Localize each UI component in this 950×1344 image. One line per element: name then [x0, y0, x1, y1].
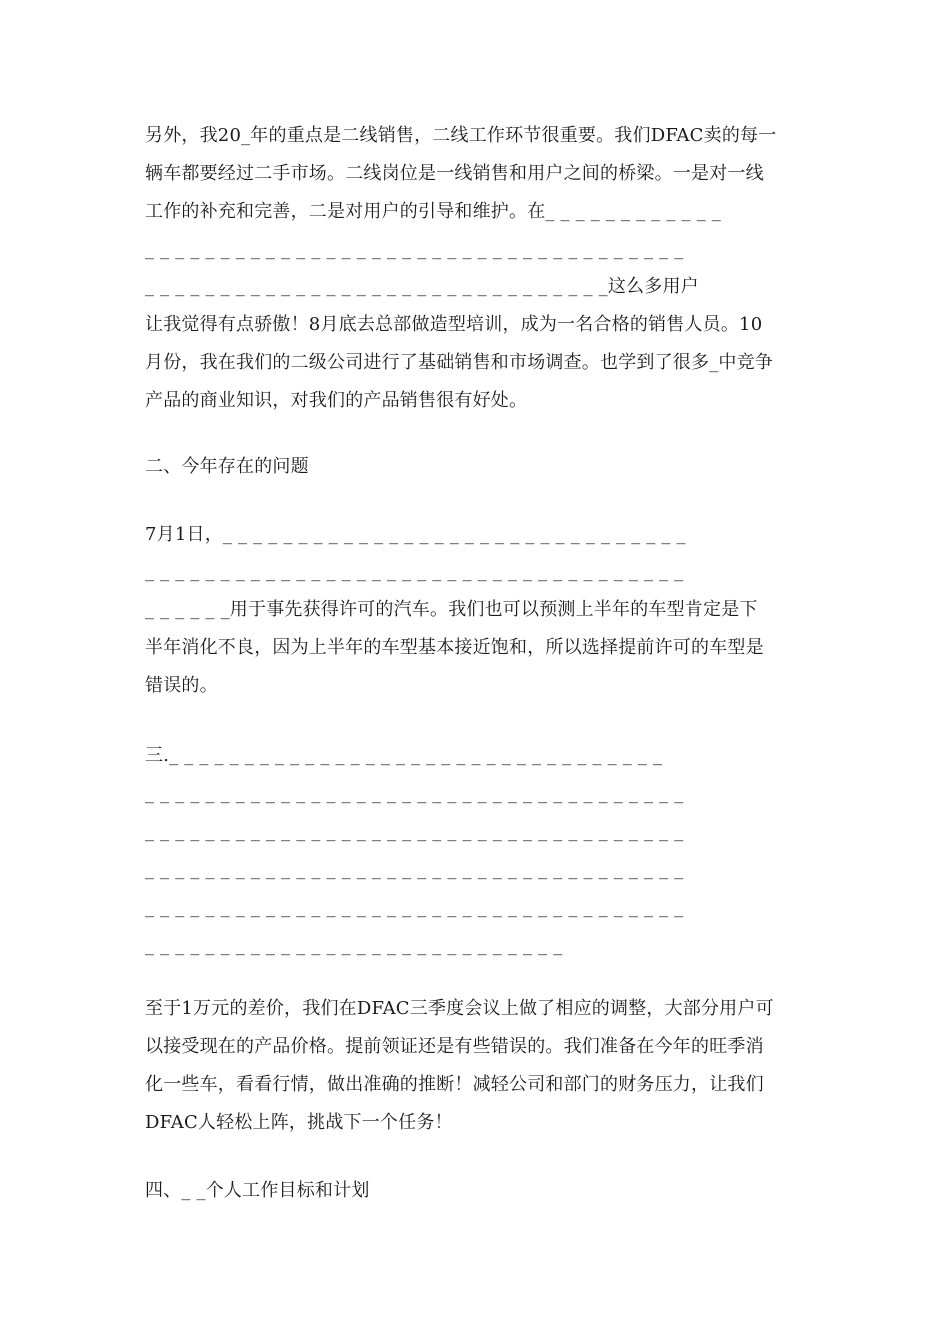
paragraph-line: 至于1万元的差价，我们在DFAC三季度会议上做了相应的调整，大部分用户可	[145, 998, 774, 1019]
section-heading: 二、今年存在的问题	[145, 456, 309, 477]
paragraph-line: 月份，我在我们的二级公司进行了基础销售和市场调查。也学到了很多_中竞争	[145, 352, 773, 373]
paragraph-line: _ _ _ _ _ _ _ _ _ _ _ _ _ _ _ _ _ _ _ _ _ _ _ _ _ _ _ _ _ _ _这么多用户	[145, 276, 699, 297]
blank-line: _ _ _ _ _ _ _ _ _ _ _ _ _ _ _ _ _ _ _ _ _ _ _ _ _ _ _ _ _ _ _ _ _ _ _ _	[145, 859, 684, 880]
paragraph-line: 7月1日，_ _ _ _ _ _ _ _ _ _ _ _ _ _ _ _ _ _ _ _ _ _ _ _ _ _ _ _ _ _ _	[145, 524, 686, 545]
paragraph-line: 让我觉得有点骄傲！8月底去总部做造型培训，成为一名合格的销售人员。10	[145, 314, 763, 335]
blank-line: _ _ _ _ _ _ _ _ _ _ _ _ _ _ _ _ _ _ _ _ _ _ _ _ _ _ _ _ _ _ _ _ _ _ _ _	[145, 561, 684, 582]
blank-line: _ _ _ _ _ _ _ _ _ _ _ _ _ _ _ _ _ _ _ _ _ _ _ _ _ _ _ _ _ _ _ _ _ _ _ _	[145, 821, 684, 842]
paragraph-line: 以接受现在的产品价格。提前领证还是有些错误的。我们准备在今年的旺季消	[145, 1036, 764, 1057]
blank-line: _ _ _ _ _ _ _ _ _ _ _ _ _ _ _ _ _ _ _ _ _ _ _ _ _ _ _ _ _ _ _ _ _ _ _ _	[145, 897, 684, 918]
section-heading: 三._ _ _ _ _ _ _ _ _ _ _ _ _ _ _ _ _ _ _ _ _ _ _ _ _ _ _ _ _ _ _ _ _	[145, 745, 663, 766]
paragraph-line: 半年消化不良，因为上半年的车型基本接近饱和，所以选择提前许可的车型是	[145, 637, 764, 658]
paragraph-line: 产品的商业知识，对我们的产品销售很有好处。	[145, 390, 528, 411]
paragraph-line: _ _ _ _ _ _用于事先获得许可的汽车。我们也可以预测上半年的车型肯定是下	[145, 599, 758, 620]
paragraph-line: 工作的补充和完善，二是对用户的引导和维护。在_ _ _ _ _ _ _ _ _ _ _ _	[145, 201, 721, 222]
section-heading: 四、_ _个人工作目标和计划	[145, 1180, 370, 1201]
blank-line: _ _ _ _ _ _ _ _ _ _ _ _ _ _ _ _ _ _ _ _ _ _ _ _ _ _ _ _ _ _ _ _ _ _ _ _	[145, 783, 684, 804]
blank-line: _ _ _ _ _ _ _ _ _ _ _ _ _ _ _ _ _ _ _ _ _ _ _ _ _ _ _ _ _ _ _ _ _ _ _ _	[145, 239, 684, 260]
paragraph-line: 另外，我20_年的重点是二线销售，二线工作环节很重要。我们DFAC卖的每一	[145, 125, 777, 146]
blank-line: _ _ _ _ _ _ _ _ _ _ _ _ _ _ _ _ _ _ _ _ _ _ _ _ _ _ _ _	[145, 935, 563, 956]
paragraph-line: 辆车都要经过二手市场。二线岗位是一线销售和用户之间的桥梁。一是对一线	[145, 163, 764, 184]
paragraph-line: DFAC人轻松上阵，挑战下一个任务！	[145, 1112, 453, 1133]
paragraph-line: 错误的。	[145, 675, 218, 696]
paragraph-line: 化一些车，看看行情，做出准确的推断！减轻公司和部门的财务压力，让我们	[145, 1074, 764, 1095]
